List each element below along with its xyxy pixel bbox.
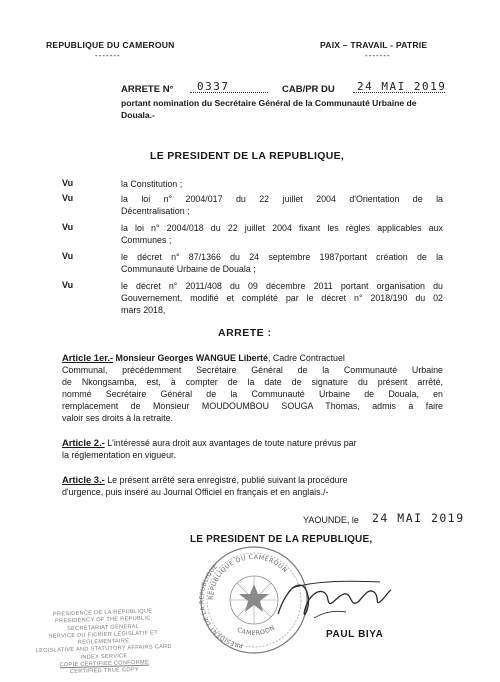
decree-middle: CAB/PR DU [282,84,335,95]
vu-decret-87-1366-l1: le décret n° 87/1366 du 24 septembre 1987portant création de la [121,252,443,262]
vu-label: Vu [62,280,74,290]
article3-line2: d'urgence, puis inséré au Journal Officiel en français et en anglais./- [62,487,329,497]
seal-left-text: PRESIDENT DE LA REPUBLIQUE [199,563,244,649]
article1-label: Article 1er.- [62,352,114,363]
article1-line2: Communal, précédemment Secrétaire Général de la Communauté Urbaine [62,365,443,375]
president-signature [270,566,395,636]
article1-text-l1: , Cadre Contractuel [267,353,345,363]
article2-line2: la réglementation en vigueur. [62,450,176,460]
certification-stamp [29,608,178,676]
vu-decret-2011-408-l2: Gouvernement, modifié et complété par le décret n° 2018/190 du 02 [121,293,443,303]
decree-subject-line1: portant nomination du Secrétaire Général de la Communauté Urbaine de [121,98,417,108]
article3-text-l1: Le présent arrêté sera enregistré, publié suivant la procédure [104,475,348,485]
article3-line1 [62,474,347,486]
president-heading: LE PRESIDENT DE LA REPUBLIQUE, [150,150,345,162]
header-republic: REPUBLIQUE DU CAMEROUN [46,40,175,50]
vu-label: Vu [62,193,74,203]
header-left-dashes: ------- [95,51,121,60]
vu-decret-2011-408-l3: mars 2018, [121,305,166,315]
decree-date: 24 MAI 2019 [357,80,447,93]
article2-label: Article 2.- [62,437,105,448]
article2-line1 [62,437,357,449]
stamp-line5: LEGISLATIVE AND STATUTORY AFFAIRS CARD INDEX SERVICE [35,644,172,661]
stamp-line2: PRESIDENCY OF THE REPUBLIC [55,615,151,625]
vu-loi-2004-018-l2: Communes ; [121,235,172,245]
seal-top-text: REPUBLIQUE DU CAMEROUN [207,553,289,601]
place-label: YAOUNDE, le [303,515,359,525]
decree-number: 0337 [197,80,230,93]
decree-prefix: ARRETE N° [121,84,174,95]
vu-decret-2011-408-l1: le décret n° 2011/408 du 09 décembre 2011 portant organisation du [121,281,443,291]
signature-date: 24 MAI 2019 [372,511,465,525]
seal-bottom-text: CAMEROON [235,624,277,638]
signature-heading: LE PRESIDENT DE LA REPUBLIQUE, [190,534,373,545]
stamp-line7: CERTIFIED TRUE COPY [69,667,140,676]
vu-loi-2004-017-l2: Décentralisation ; [121,206,190,216]
article1-line6: valoir ses droits à la retraite. [62,413,173,423]
header-motto: PAIX – TRAVAIL - PATRIE [320,40,428,50]
vu-label: Vu [62,251,74,261]
header-right-dashes: ------- [365,51,391,60]
stamp-line6: COPIE CERTIFIEE CONFORME [59,659,150,669]
article3-label: Article 3.- [62,474,105,485]
article1-appointee: Monsieur Georges WANGUE Liberté [115,353,268,363]
article2-text-l1: L'intéressé aura droit aux avantages de toute nature prévus par [104,438,357,448]
vu-label: Vu [62,178,74,188]
decree-subject-line2: Douala.- [121,110,155,120]
arrete-heading: ARRETE : [218,327,272,339]
signatory-name: PAUL BIYA [326,629,384,640]
vu-label: Vu [62,222,74,232]
vu-loi-2004-018-l1: la loi n° 2004/018 du 22 juillet 2004 fixant les règles applicables aux [121,223,443,233]
stamp-line4: SERVICE DU FICHIER LEGISLATIF ET REGLEMENTAIRE [48,630,158,646]
vu-constitution: la Constitution ; [121,179,183,189]
stamp-line1: PRESIDENCE DE LA REPUBLIQUE [52,608,153,618]
article1-line1 [62,352,443,364]
stamp-line3: SECRETARIAT GENERAL [66,623,140,632]
article1-line3: de Nkongsamba, est, à compter de la date de signature du présent arrêté, [62,377,443,387]
vu-loi-2004-017-l1: la loi n° 2004/017 du 22 juillet 2004 d'Orientation de la [121,194,443,204]
vu-decret-87-1366-l2: Communauté Urbaine de Douala ; [121,264,256,274]
article1-line5: remplacement de Monsieur MOUDOUMBOU SOUGA Thomas, admis à faire [62,401,443,411]
article1-line4: nommé Secrétaire Général de la Communauté Urbaine de Douala, en [62,389,443,399]
